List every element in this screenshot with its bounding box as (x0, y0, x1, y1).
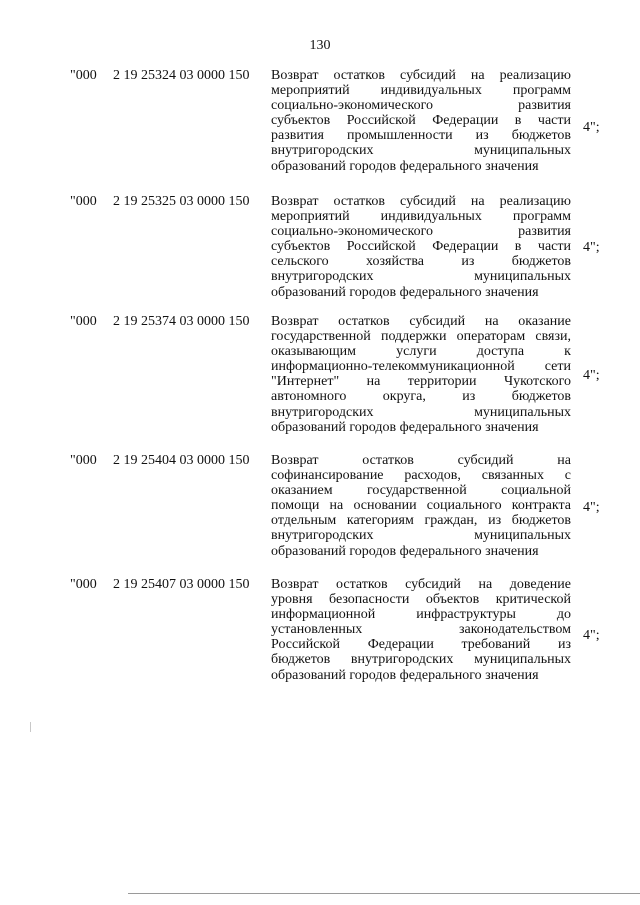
description-line: оказанием государственной социальной (271, 483, 571, 499)
entry-description (271, 314, 571, 435)
budget-classification-code: 2 19 25404 03 0000 150 (113, 453, 250, 468)
entry-description (271, 68, 571, 174)
description-line: образований городов федерального значения (271, 284, 539, 300)
description-line: автономного округа, из бюджетов (271, 389, 571, 405)
description-line: образований городов федерального значения (271, 667, 539, 683)
budget-classification-code: 2 19 25324 03 0000 150 (113, 68, 250, 83)
description-line: информационно-телекоммуникационной сети (271, 359, 571, 375)
description-line: информационной инфраструктуры до (271, 607, 571, 623)
budget-code-entry (0, 68, 640, 194)
description-line: мероприятий индивидуальных программ (271, 83, 571, 99)
description-line: мероприятий индивидуальных программ (271, 209, 571, 225)
entry-suffix: 4"; (583, 500, 600, 515)
description-line: образований городов федерального значения (271, 158, 539, 174)
budget-code-entry (0, 577, 640, 697)
budget-code-list (0, 68, 640, 697)
description-line: образований городов федерального значения (271, 419, 539, 435)
page-bottom-edge (128, 893, 640, 894)
description-line: бюджетов внутригородских муниципальных (271, 652, 571, 668)
entry-prefix: "000 (70, 577, 97, 592)
entry-suffix: 4"; (583, 120, 600, 135)
description-line: отдельным категориям граждан, из бюджетов (271, 513, 571, 529)
entry-prefix: "000 (70, 68, 97, 83)
description-line: образований городов федерального значения (271, 543, 539, 559)
scan-artifact (30, 722, 31, 732)
description-line: Возврат остатков субсидий на реализацию (271, 68, 571, 83)
budget-code-entry (0, 453, 640, 577)
entry-suffix: 4"; (583, 368, 600, 383)
budget-code-entry (0, 194, 640, 314)
entry-suffix: 4"; (583, 240, 600, 255)
description-line: уровня безопасности объектов критической (271, 592, 571, 608)
entry-prefix: "000 (70, 314, 97, 329)
entry-description (271, 453, 571, 559)
description-line: Возврат остатков субсидий на (271, 453, 571, 468)
description-line: "Интернет" на территории Чукотского (271, 374, 571, 390)
description-line: развития промышленности из бюджетов (271, 128, 571, 144)
description-line: оказывающим услуги доступа к (271, 344, 571, 360)
description-line: внутригородских муниципальных (271, 269, 571, 285)
description-line: софинансирование расходов, связанных с (271, 468, 571, 484)
description-line: Возврат остатков субсидий на доведение (271, 577, 571, 592)
entry-description (271, 577, 571, 683)
budget-code-entry (0, 314, 640, 453)
description-line: установленных законодательством (271, 622, 571, 638)
entry-description (271, 194, 571, 300)
entry-suffix: 4"; (583, 628, 600, 643)
description-line: внутригородских муниципальных (271, 143, 571, 159)
budget-classification-code: 2 19 25407 03 0000 150 (113, 577, 250, 592)
description-line: Возврат остатков субсидий на оказание (271, 314, 571, 329)
page-number: 130 (309, 38, 331, 53)
description-line: субъектов Российской Федерации в части (271, 239, 571, 255)
entry-prefix: "000 (70, 194, 97, 209)
budget-classification-code: 2 19 25325 03 0000 150 (113, 194, 250, 209)
budget-classification-code: 2 19 25374 03 0000 150 (113, 314, 250, 329)
description-line: помощи на основании социального контракта (271, 498, 571, 514)
description-line: Возврат остатков субсидий на реализацию (271, 194, 571, 209)
description-line: социально-экономического развития (271, 98, 571, 114)
description-line: субъектов Российской Федерации в части (271, 113, 571, 129)
description-line: внутригородских муниципальных (271, 404, 571, 420)
entry-prefix: "000 (70, 453, 97, 468)
description-line: социально-экономического развития (271, 224, 571, 240)
description-line: сельского хозяйства из бюджетов (271, 254, 571, 270)
description-line: Российской Федерации требований из (271, 637, 571, 653)
description-line: внутригородских муниципальных (271, 528, 571, 544)
description-line: государственной поддержки операторам связи, (271, 329, 571, 345)
